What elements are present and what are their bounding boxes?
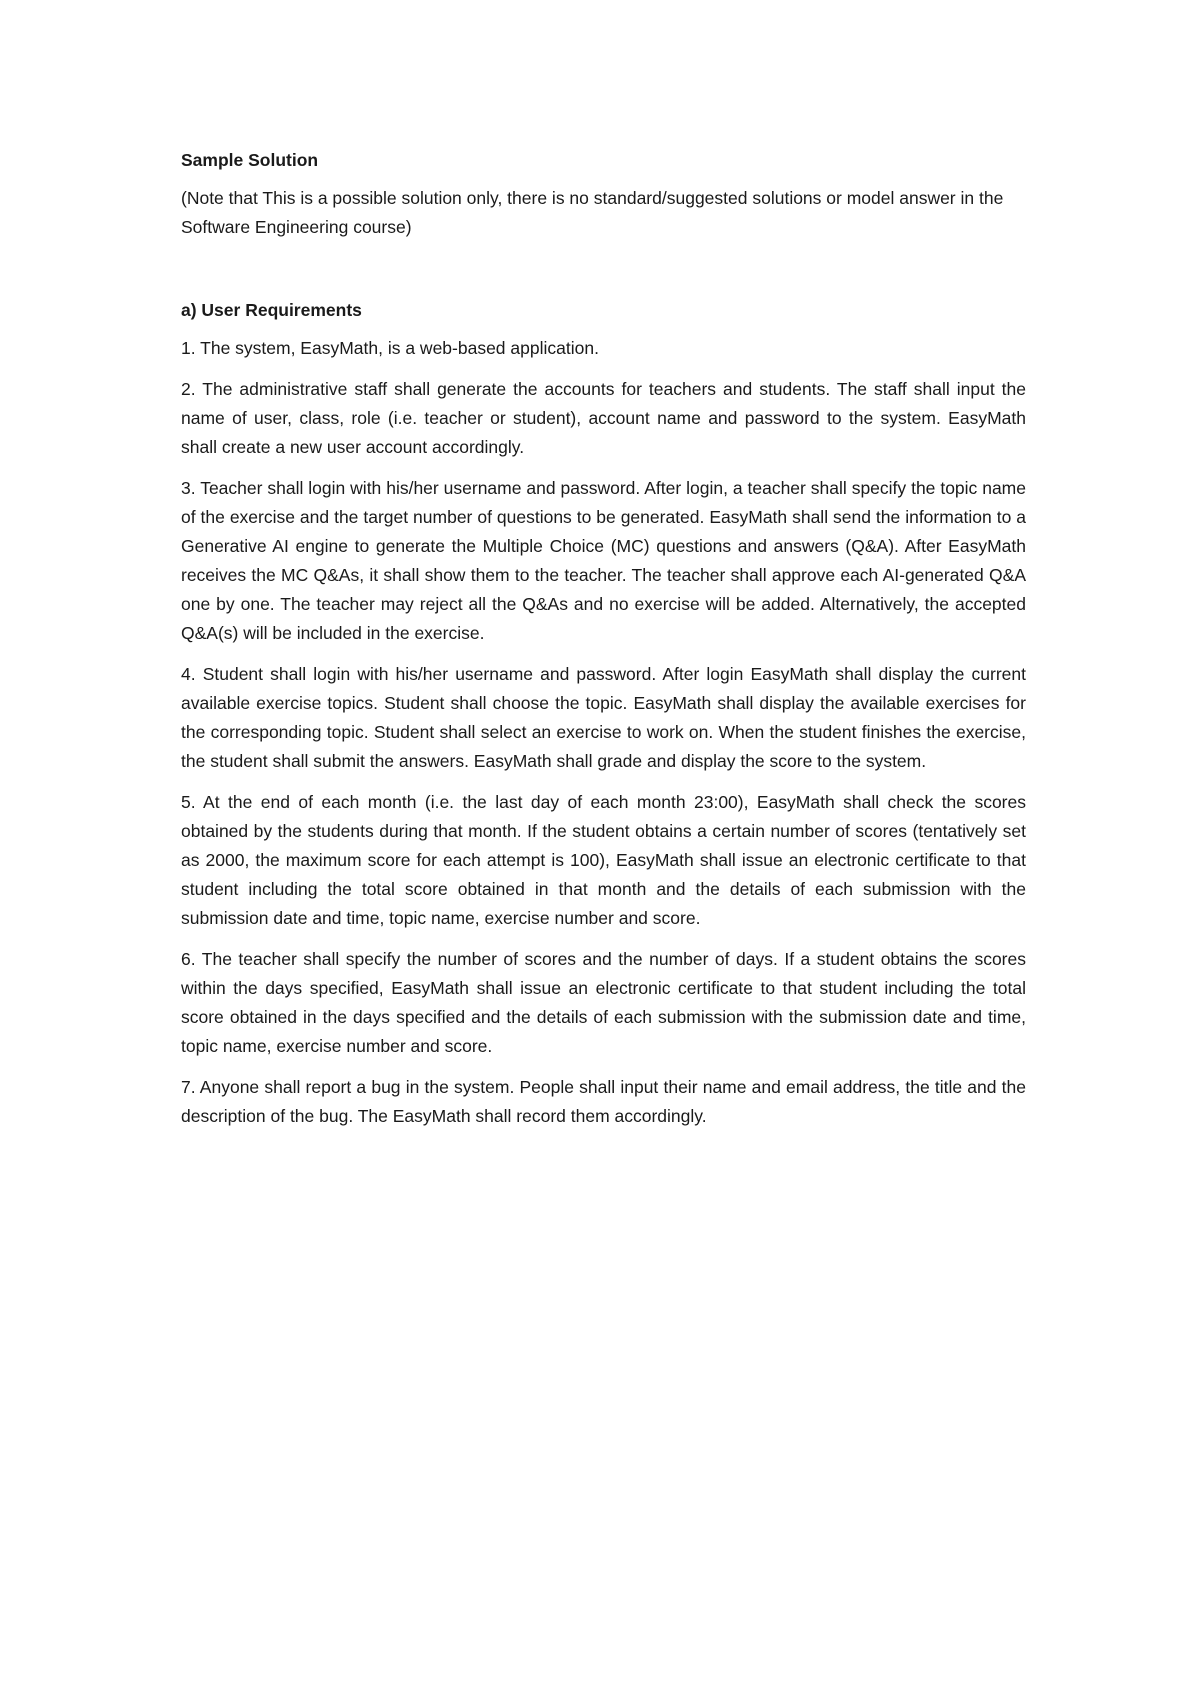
section-heading: a) User Requirements	[181, 300, 362, 320]
document-body	[181, 146, 1026, 1143]
requirement-5: 5. At the end of each month (i.e. the last day of each month 23:00), EasyMath shall check the scores obtained by the students during that month. If the student obtains a certain number of scores (tentatively set as 2000, the maximum score for each attempt is 100), EasyMath shall issue an electronic certificate to that student including the total score obtained in that month and the details of each submission with the submission date and time, topic name, exercise number and score.	[181, 792, 1026, 928]
document-note: (Note that This is a possible solution only, there is no standard/suggested solutions or model answer in the Software Engineering course)	[181, 188, 1004, 237]
requirement-2: 2. The administrative staff shall generate the accounts for teachers and students. The staff shall input the name of user, class, role (i.e. teacher or student), account name and password to the system. EasyMath shall create a new user account accordingly.	[181, 379, 1026, 457]
requirement-1: 1. The system, EasyMath, is a web-based application.	[181, 338, 599, 358]
requirement-4: 4. Student shall login with his/her username and password. After login EasyMath shall display the current available exercise topics. Student shall choose the topic. EasyMath shall display the available exercises for the corresponding topic. Student shall select an exercise to work on. When the student finishes the exercise, the student shall submit the answers. EasyMath shall grade and display the score to the system.	[181, 664, 1026, 771]
document-title: Sample Solution	[181, 150, 319, 170]
requirement-7: 7. Anyone shall report a bug in the system. People shall input their name and email address, the title and the description of the bug. The EasyMath shall record them accordingly.	[181, 1077, 1026, 1126]
requirement-6: 6. The teacher shall specify the number of scores and the number of days. If a student obtains the scores within the days specified, EasyMath shall issue an electronic certificate to that student including the total score obtained in the days specified and the details of each submission with the submission date and time, topic name, exercise number and score.	[181, 949, 1026, 1056]
requirement-3: 3. Teacher shall login with his/her username and password. After login, a teacher shall specify the topic name of the exercise and the target number of questions to be generated. EasyMath shall send the information to a Generative AI engine to generate the Multiple Choice (MC) questions and answers (Q&A). After EasyMath receives the MC Q&As, it shall show them to the teacher. The teacher shall approve each AI-generated Q&A one by one. The teacher may reject all the Q&As and no exercise will be added. Alternatively, the accepted Q&A(s) will be included in the exercise.	[181, 478, 1026, 643]
